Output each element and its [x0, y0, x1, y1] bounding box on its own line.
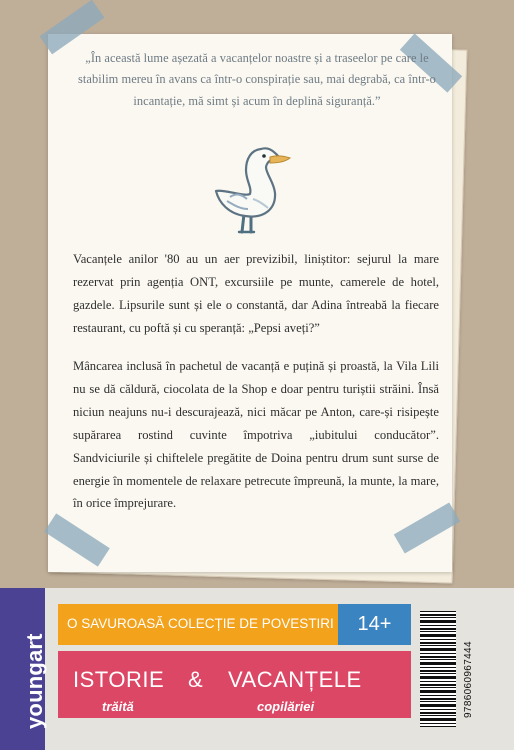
goose-icon [206, 139, 302, 239]
title-right-word: VACANȚELE [228, 667, 362, 692]
collection-label: O SAVUROASĂ COLECȚIE DE POVESTIRI [67, 616, 334, 631]
age-rating-badge: 14+ [338, 604, 411, 645]
publisher-logo: youngart [22, 633, 47, 729]
summary-paragraph-1: Vacanțele anilor '80 au un aer previzibil, liniștitor: sejurul la mare rezervat prin agenția ONT, excursiile pe munte, camerele de hotel, gazdele. Lipsurile sunt și ele o constantă, dar Adina întreabă la fiecare restaurant, cu poftă și cu speranță: „Pepsi aveți?” [73, 252, 439, 335]
barcode-number: 9786060967444 [463, 641, 474, 718]
barcode-bars [420, 611, 456, 727]
summary-paragraph-2: Mâncarea inclusă în pachetul de vacanță e puțină și proastă, la Vila Lili nu se dă căldură, ciocolata de la Shop e doar pentru turiștii străini. Însă niciun neajuns nu-i descurajează, nici măcar pe Anton, care-și risipește supărarea rostind cuvinte împotriva „iubitului conducător”. Sandviciurile și chiftelele pregătite de Doina pentru drum sunt surse de energie în momentele de relaxare petrecute împreună, la munte, la mare, în orice împrejurare. [73, 359, 439, 511]
title-ampersand: & [188, 667, 204, 692]
title-left-word: ISTORIE [73, 667, 165, 692]
title-left-subtitle: trăită [102, 699, 134, 714]
quote-text: „În această lume așezată a vacanțelor noastre și a traseelor pe care le stabilim mereu în avans ca într-o conspirație sau, mai degrabă, ca într-o incantație, mă simt și acum în deplină siguranță.” [78, 51, 436, 108]
title-right-subtitle: copilăriei [257, 699, 315, 714]
barcode [420, 611, 456, 727]
